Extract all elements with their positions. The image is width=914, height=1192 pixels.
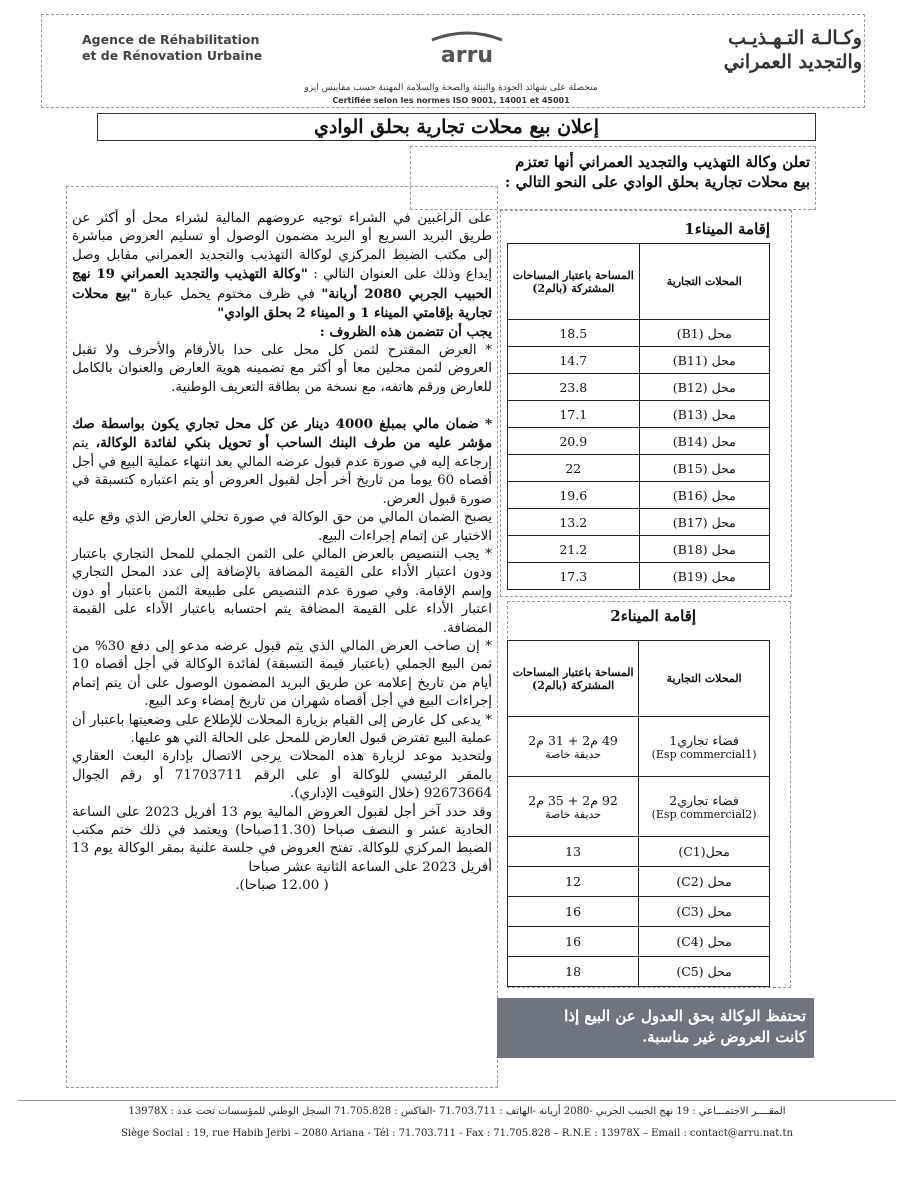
table-row <box>508 927 770 957</box>
table-row <box>508 563 770 590</box>
area-cell <box>508 374 640 401</box>
area-value: 17.1 <box>559 406 588 422</box>
residence1-col-area: المساحة باعتبار المساحات المشتركة (بالم2) <box>508 244 640 320</box>
withdrawal-notice <box>497 998 814 1058</box>
lot-cell <box>639 428 769 455</box>
arru-logo-icon <box>426 30 508 68</box>
lot-cell <box>639 957 770 987</box>
intro-line2: بيع محلات تجارية بحلق الوادي على النحو التالي : <box>504 173 810 191</box>
lot-name: محل (C2) <box>676 874 732 889</box>
notice-line2: كانت العروض غير مناسبة. <box>641 1028 806 1046</box>
lot-cell <box>639 563 769 590</box>
lot-name: محل (B16) <box>672 487 736 503</box>
lot-cell <box>639 509 769 536</box>
lot-cell <box>639 536 769 563</box>
area-cell <box>508 455 640 482</box>
table-row <box>508 957 770 987</box>
lot-cell <box>639 837 770 867</box>
intro-line1: تعلن وكالة التهذيب والتجديد العمراني أنها تعتزم <box>515 153 810 171</box>
table-row <box>508 401 770 428</box>
lot-name: محل (B18) <box>672 541 736 557</box>
area-value: 12 <box>565 874 582 889</box>
area-value: 16 <box>565 934 582 949</box>
lot-cell <box>639 927 770 957</box>
table-row <box>508 837 770 867</box>
lot-cell <box>639 374 769 401</box>
table-row <box>508 897 770 927</box>
lot-cell <box>639 867 770 897</box>
guarantee-refund: يتم إرجاعه إليه في صورة عدم قبول عرضه المالي بعد انتهاء عملية البيع في أجل أقصاه 60 يوما من تاريخ أخر أجل لقبول العروض أو يتم اعتباره كتسبقة في صورة قبول العرض. <box>72 436 492 507</box>
lot-cell <box>639 717 770 777</box>
logo-text: arru <box>440 43 494 68</box>
submission-envelope-text: في ظرف مختوم يحمل عبارة <box>137 286 315 302</box>
certification-ar: متحصلة على شهائد الجودة والبيئة والصحة والسلامة المهنية حسب مقاييس ايزو <box>304 83 598 93</box>
area-note: حديقة خاصة <box>545 807 602 821</box>
table-row <box>508 455 770 482</box>
residence1-table <box>507 243 770 590</box>
area-cell <box>508 867 639 897</box>
residence1-col-lot: المحلات التجارية <box>639 244 769 320</box>
lot-name: فضاء تجاري2 <box>669 792 739 808</box>
area-value: 49 م2 + 31 م2 <box>528 732 618 748</box>
envelope-phrase: "بيع محلات تجارية بإقامتي الميناء 1 و الميناء 2 بحلق الوادي" <box>72 285 492 322</box>
area-cell <box>508 536 640 563</box>
area-cell <box>508 897 639 927</box>
residence2-col-area: المساحة باعتبار المساحات المشتركة (بالم2) <box>508 641 639 717</box>
residence2-col-lot: المحلات التجارية <box>639 641 770 717</box>
submission-text: على الراغبين في الشراء توجيه عروضهم المالية لشراء محل أو أكثر عن طريق البريد السريع أو البريد مضمون الوصول أو تسليم العروض مباشرة إلى مكتب الضبط المركزي لوكالة التهذيب والتجديد العمراني مقابل وصل إيداع وذلك على العنوان التالي : <box>72 211 492 283</box>
area-cell <box>508 837 639 867</box>
area-value: 13.2 <box>559 514 588 530</box>
agency-name-fr-line2: et de Rénovation Urbaine <box>82 48 263 63</box>
agency-name-ar-line2: والتجديد العمراني <box>723 51 862 73</box>
lot-cell <box>639 897 770 927</box>
agency-name-ar-line1: وكـالـة التـهـذيـب <box>728 27 862 49</box>
lot-name: محل (B19) <box>672 568 736 584</box>
area-value: 20.9 <box>559 433 588 449</box>
agency-name-fr <box>82 32 262 64</box>
area-value: 13 <box>565 844 582 859</box>
area-cell <box>508 347 640 374</box>
table-row <box>508 536 770 563</box>
condition-offer: * العرض المقترح لثمن كل محل على حدا بالأرقام والأحرف ولا تقبل العروض لثمن محلين معا أو أكثر مع تضمينه هوية العارض والعنوان بالكامل للعارض ورقم هاتفه، مع نسخة من بطاقة التعريف الوطنية. <box>72 342 492 395</box>
agency-name-ar <box>650 26 862 74</box>
lot-cell <box>639 482 769 509</box>
submission-paragraph <box>72 210 492 323</box>
submission-address: "وكالة التهذيب والتجديد العمراني 19 نهج الحبيب الجربي 2080 أريانة" <box>72 266 493 302</box>
opening-time: ( 12.00 صباحا). <box>235 878 329 894</box>
lot-cell <box>639 347 769 374</box>
lot-name: محل (B1) <box>676 325 732 341</box>
lot-name-fr: (Esp commercial1) <box>651 747 757 761</box>
table-row <box>508 428 770 455</box>
area-cell <box>508 717 639 777</box>
area-cell <box>508 509 640 536</box>
lot-name: محل (B15) <box>672 460 736 476</box>
lot-cell <box>639 777 770 837</box>
lot-name: محل (B14) <box>672 433 736 449</box>
lot-name: محل (B13) <box>672 406 736 422</box>
area-cell <box>508 320 640 347</box>
area-cell <box>508 957 639 987</box>
area-cell <box>508 401 640 428</box>
residence1-title: إقامة الميناء1 <box>684 220 770 238</box>
area-note: حديقة خاصة <box>545 747 602 761</box>
condition-price-vat: * يجب التنصيص بالعرض المالي على الثمن الجملي للمحل التجاري باعتبار ودون اعتبار الأداء على القيمة المضافة بالإضافة إلى عدد المحل التجاري وإسم الإقامة. وفي صورة عدم التنصيص على طبيعة الثمن باعتبار أو دون اعتبار الأداء على القيمة المضافة يتم احتسابه باعتبار الأداء على القيمة المضافة. <box>72 546 492 636</box>
table-row <box>508 777 770 837</box>
residence2-table <box>507 640 770 987</box>
footer-address-ar: المقــــر الاجتمـــاعي : 19 نهج الحبيب الجربي -2080 أريانة -الهاتف : 71.703.711 -الفاكس : 71.705.828 السجل الوطني للمؤسسات تحت عدد : 13978X <box>128 1106 786 1117</box>
lot-name: محل (B12) <box>672 379 736 395</box>
guarantee-amount: * ضمان مالي بمبلغ 4000 دينار عن كل محل تجاري يكون بواسطة صك مؤشر عليه من طرف البنك الساحب أو تحويل بنكي لفائدة الوكالة، <box>72 416 492 452</box>
area-value: 18 <box>565 964 582 979</box>
area-value: 23.8 <box>559 379 588 395</box>
area-cell <box>508 482 640 509</box>
lot-name-fr: (Esp commercial2) <box>651 807 757 821</box>
area-cell <box>508 777 639 837</box>
lot-cell <box>639 455 769 482</box>
table-row <box>508 374 770 401</box>
area-cell <box>508 927 639 957</box>
table-row <box>508 717 770 777</box>
certification-fr: Certifiée selon les normes ISO 9001, 14001 et 45001 <box>332 96 570 105</box>
lot-name: محل(C1) <box>678 844 730 859</box>
table-row <box>508 509 770 536</box>
conditions-text <box>72 210 492 896</box>
lot-name: فضاء تجاري1 <box>669 732 739 748</box>
deadline-paragraph: وقد حدد آخر أجل لقبول العروض المالية يوم 13 أفريل 2023 على الساعة الحادية عشر و النصف صباحا (11.30صباحا) ويعتمد في ذلك ختم مكتب الضبط المركزي للوكالة. تفتح العروض في جلسة علنية بمقر الوكالة يوم 13 أفريل 2023 على الساعة الثانية عشر صباحا <box>72 804 492 875</box>
conditions-heading: يجب أن تتضمن هذه الظروف : <box>319 324 492 341</box>
table-row <box>508 347 770 374</box>
arru-logo <box>426 30 508 68</box>
lot-name: محل (B17) <box>672 514 736 530</box>
lot-name: محل (B11) <box>672 352 736 368</box>
residence2-title: إقامة الميناء2 <box>610 607 696 625</box>
area-value: 16 <box>565 904 582 919</box>
table-row <box>508 482 770 509</box>
condition-payment: * إن صاحب العرض المالي الذي يتم قبول عرضه مدعو إلى دفع 30% من ثمن البيع الجملي (باعتبار قيمة التسبقة) لفائدة الوكالة في أجل أقصاه 10 أيام من تاريخ إعلامه عن طريق البريد المضمون الوصول على أن يتم إتمام إجراءات البيع في أجل أقصاه شهران من تاريخ إمضاء وعد البيع. <box>72 638 492 710</box>
lot-cell <box>639 401 769 428</box>
lot-name: محل (C5) <box>676 964 732 979</box>
footer-address-fr: Siège Social : 19, rue Habib Jerbi – 2080 Ariana - Tél : 71.703.711 - Fax : 71.705.828 – R.N.E : 13978X – Email : contact@arru.nat.tn <box>121 1128 793 1139</box>
lot-cell <box>639 320 769 347</box>
guarantee-forfeit: يصبح الضمان المالي من حق الوكالة في صورة تخلي العارض الذي وقع عليه الاختيار عن إتمام إجراءات البيع. <box>72 510 492 544</box>
condition-visit: * يدعى كل عارض إلى القيام بزيارة المحلات للإطلاع على وضعيتها باعتبار أن عملية البيع تفترض قبول العارض للمحل على الحالة التي هو عليها. <box>72 712 492 746</box>
lot-name: محل (C3) <box>676 904 732 919</box>
area-value: 92 م2 + 35 م2 <box>528 792 618 808</box>
area-value: 18.5 <box>559 325 588 341</box>
visit-contact: ولتحديد موعد لزيارة هذه المحلات يرجى الاتصال بإدارة البعث العقاري بالمقر الرئيسي للوكالة أو على الرقم 71703711 أو رقم الجوال 92673664 (خلال التوقيت الإداري). <box>72 749 492 802</box>
lot-name: محل (C4) <box>676 934 732 949</box>
area-value: 21.2 <box>559 541 588 557</box>
agency-name-fr-line1: Agence de Réhabilitation <box>82 32 260 47</box>
area-value: 19.6 <box>559 487 588 503</box>
area-value: 14.7 <box>559 352 588 368</box>
area-value: 22 <box>565 460 582 476</box>
notice-line1: تحتفظ الوكالة بحق العدول عن البيع إذا <box>564 1007 806 1025</box>
table-row <box>508 867 770 897</box>
table-row <box>508 320 770 347</box>
announcement-title: إعلان بيع محلات تجارية بحلق الوادي <box>97 113 816 141</box>
area-value: 17.3 <box>559 568 588 584</box>
condition-guarantee <box>72 415 492 509</box>
area-cell <box>508 563 640 590</box>
area-cell <box>508 428 640 455</box>
